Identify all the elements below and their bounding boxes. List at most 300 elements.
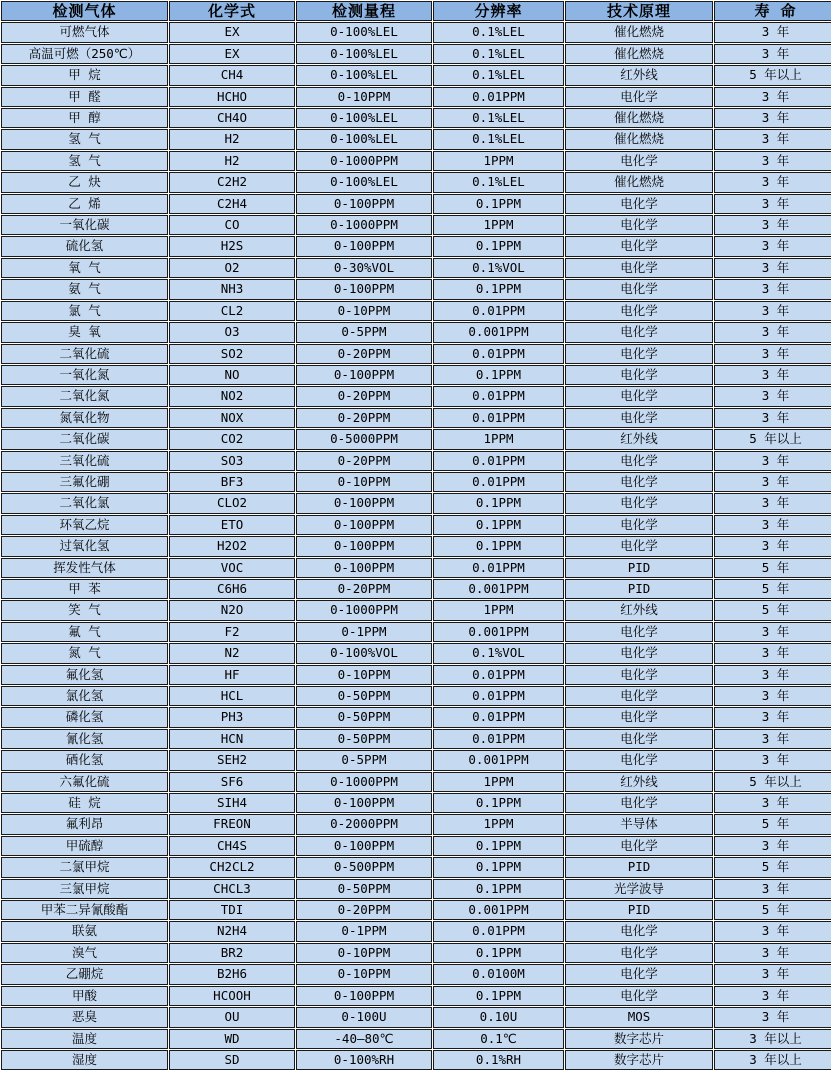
resolution-cell: 0.1PPM (433, 279, 564, 299)
principle-cell: 电化学 (565, 707, 713, 727)
formula-cell: EX (169, 22, 295, 42)
formula-cell: H2S (169, 236, 295, 256)
table-row (1, 365, 831, 385)
gas-name-cell: 氯 气 (1, 301, 168, 321)
lifespan-cell: 3 年 (714, 707, 831, 727)
gas-name-cell: 一氧化氮 (1, 365, 168, 385)
formula-cell: HCN (169, 729, 295, 749)
principle-cell: 电化学 (565, 322, 713, 342)
resolution-cell: 0.01PPM (433, 686, 564, 706)
gas-name-cell: 溴气 (1, 943, 168, 963)
table-row (1, 879, 831, 899)
principle-cell: PID (565, 558, 713, 578)
formula-cell: H2 (169, 129, 295, 149)
range-cell: 0-100PPM (296, 236, 432, 256)
gas-name-cell: 氢 气 (1, 151, 168, 171)
lifespan-cell: 3 年 (714, 386, 831, 406)
lifespan-cell: 3 年 (714, 129, 831, 149)
resolution-cell: 0.1PPM (433, 194, 564, 214)
table-row (1, 279, 831, 299)
resolution-cell: 0.1%LEL (433, 44, 564, 64)
resolution-cell: 0.01PPM (433, 87, 564, 107)
table-row (1, 622, 831, 642)
gas-name-cell: 氯化氢 (1, 686, 168, 706)
principle-cell: 电化学 (565, 964, 713, 984)
gas-name-cell: 二氧化氯 (1, 493, 168, 513)
resolution-cell: 0.001PPM (433, 579, 564, 599)
table-row (1, 129, 831, 149)
gas-name-cell: 湿度 (1, 1050, 168, 1070)
table-row (1, 493, 831, 513)
resolution-cell: 0.1PPM (433, 536, 564, 556)
gas-name-cell: 挥发性气体 (1, 558, 168, 578)
range-cell: 0-1000PPM (296, 151, 432, 171)
formula-cell: B2H6 (169, 964, 295, 984)
formula-cell: SF6 (169, 772, 295, 792)
range-cell: 0-50PPM (296, 729, 432, 749)
table-row (1, 22, 831, 42)
lifespan-cell: 3 年 (714, 536, 831, 556)
resolution-cell: 1PPM (433, 151, 564, 171)
lifespan-cell: 3 年 (714, 194, 831, 214)
gas-name-cell: 硫化氢 (1, 236, 168, 256)
principle-cell: 电化学 (565, 921, 713, 941)
table-row (1, 515, 831, 535)
gas-name-cell: 二氧化硫 (1, 344, 168, 364)
range-cell: 0-1PPM (296, 921, 432, 941)
lifespan-cell: 3 年 (714, 365, 831, 385)
lifespan-cell: 3 年 (714, 108, 831, 128)
gas-name-cell: 氟利昂 (1, 814, 168, 834)
resolution-cell: 0.1%LEL (433, 22, 564, 42)
lifespan-cell: 3 年 (714, 493, 831, 513)
resolution-cell: 0.1%RH (433, 1050, 564, 1070)
lifespan-cell: 3 年 (714, 172, 831, 192)
table-row (1, 451, 831, 471)
principle-cell: 电化学 (565, 686, 713, 706)
table-row (1, 87, 831, 107)
table-row (1, 665, 831, 685)
formula-cell: WD (169, 1029, 295, 1049)
table-row (1, 600, 831, 620)
table-row (1, 836, 831, 856)
resolution-cell: 0.001PPM (433, 750, 564, 770)
principle-cell: PID (565, 857, 713, 877)
range-cell: 0-100U (296, 1007, 432, 1027)
principle-cell: 电化学 (565, 151, 713, 171)
range-cell: 0-10PPM (296, 964, 432, 984)
range-cell: 0-100PPM (296, 986, 432, 1006)
principle-cell: PID (565, 900, 713, 920)
lifespan-cell: 3 年 (714, 322, 831, 342)
lifespan-cell: 3 年以上 (714, 1050, 831, 1070)
resolution-cell: 0.1PPM (433, 857, 564, 877)
lifespan-cell: 3 年 (714, 151, 831, 171)
range-cell: 0-10PPM (296, 665, 432, 685)
formula-cell: HCOOH (169, 986, 295, 1006)
range-cell: 0-50PPM (296, 879, 432, 899)
lifespan-cell: 3 年 (714, 515, 831, 535)
gas-name-cell: 氨 气 (1, 279, 168, 299)
table-row (1, 579, 831, 599)
gas-name-cell: 硒化氢 (1, 750, 168, 770)
resolution-cell: 0.1%LEL (433, 129, 564, 149)
table-row (1, 986, 831, 1006)
table-row (1, 386, 831, 406)
lifespan-cell: 5 年 (714, 814, 831, 834)
lifespan-cell: 3 年 (714, 408, 831, 428)
resolution-cell: 1PPM (433, 814, 564, 834)
range-cell: 0-5PPM (296, 322, 432, 342)
lifespan-cell: 3 年 (714, 750, 831, 770)
formula-cell: CO2 (169, 429, 295, 449)
header-lifespan: 寿 命 (714, 1, 831, 21)
lifespan-cell: 3 年 (714, 665, 831, 685)
principle-cell: 电化学 (565, 729, 713, 749)
resolution-cell: 0.1PPM (433, 493, 564, 513)
formula-cell: BR2 (169, 943, 295, 963)
range-cell: 0-1000PPM (296, 600, 432, 620)
lifespan-cell: 3 年 (714, 943, 831, 963)
formula-cell: F2 (169, 622, 295, 642)
principle-cell: 催化燃烧 (565, 22, 713, 42)
principle-cell: 数字芯片 (565, 1050, 713, 1070)
range-cell: 0-100PPM (296, 558, 432, 578)
table-row (1, 194, 831, 214)
principle-cell: 电化学 (565, 793, 713, 813)
formula-cell: N2H4 (169, 921, 295, 941)
gas-name-cell: 六氟化硫 (1, 772, 168, 792)
formula-cell: CH2CL2 (169, 857, 295, 877)
lifespan-cell: 3 年 (714, 686, 831, 706)
gas-name-cell: 一氧化碳 (1, 215, 168, 235)
table-row (1, 151, 831, 171)
gas-name-cell: 甲 苯 (1, 579, 168, 599)
formula-cell: C2H2 (169, 172, 295, 192)
range-cell: 0-100PPM (296, 515, 432, 535)
lifespan-cell: 3 年 (714, 964, 831, 984)
lifespan-cell: 5 年 (714, 900, 831, 920)
principle-cell: 电化学 (565, 87, 713, 107)
resolution-cell: 0.01PPM (433, 386, 564, 406)
resolution-cell: 1PPM (433, 772, 564, 792)
lifespan-cell: 3 年 (714, 22, 831, 42)
principle-cell: 电化学 (565, 408, 713, 428)
formula-cell: OU (169, 1007, 295, 1027)
resolution-cell: 0.01PPM (433, 408, 564, 428)
gas-name-cell: 可燃气体 (1, 22, 168, 42)
range-cell: 0-20PPM (296, 579, 432, 599)
principle-cell: 催化燃烧 (565, 44, 713, 64)
resolution-cell: 0.1℃ (433, 1029, 564, 1049)
resolution-cell: 0.1%LEL (433, 65, 564, 85)
gas-name-cell: 臭 氧 (1, 322, 168, 342)
formula-cell: SO2 (169, 344, 295, 364)
range-cell: 0-100PPM (296, 536, 432, 556)
lifespan-cell: 3 年 (714, 87, 831, 107)
resolution-cell: 0.1%VOL (433, 643, 564, 663)
resolution-cell: 0.01PPM (433, 921, 564, 941)
principle-cell: 催化燃烧 (565, 129, 713, 149)
table-row (1, 964, 831, 984)
range-cell: 0-100%LEL (296, 65, 432, 85)
gas-name-cell: 氮氧化物 (1, 408, 168, 428)
table-row (1, 921, 831, 941)
formula-cell: CLO2 (169, 493, 295, 513)
lifespan-cell: 3 年 (714, 921, 831, 941)
gas-name-cell: 乙 烯 (1, 194, 168, 214)
lifespan-cell: 3 年 (714, 1007, 831, 1027)
resolution-cell: 0.1PPM (433, 365, 564, 385)
principle-cell: 电化学 (565, 258, 713, 278)
gas-name-cell: 环氧乙烷 (1, 515, 168, 535)
resolution-cell: 1PPM (433, 600, 564, 620)
resolution-cell: 0.001PPM (433, 322, 564, 342)
range-cell: 0-10PPM (296, 87, 432, 107)
principle-cell: 电化学 (565, 622, 713, 642)
header-gas-name: 检测气体 (1, 1, 168, 21)
formula-cell: SEH2 (169, 750, 295, 770)
resolution-cell: 0.1PPM (433, 836, 564, 856)
range-cell: 0-100%VOL (296, 643, 432, 663)
principle-cell: 电化学 (565, 236, 713, 256)
header-detection-range: 检测量程 (296, 1, 432, 21)
resolution-cell: 0.1PPM (433, 943, 564, 963)
lifespan-cell: 3 年 (714, 258, 831, 278)
principle-cell: MOS (565, 1007, 713, 1027)
gas-name-cell: 氰化氢 (1, 729, 168, 749)
formula-cell: HCHO (169, 87, 295, 107)
table-row (1, 44, 831, 64)
lifespan-cell: 3 年 (714, 472, 831, 492)
range-cell: 0-20PPM (296, 451, 432, 471)
formula-cell: HCL (169, 686, 295, 706)
table-row (1, 236, 831, 256)
lifespan-cell: 5 年 (714, 579, 831, 599)
formula-cell: O2 (169, 258, 295, 278)
lifespan-cell: 3 年 (714, 215, 831, 235)
principle-cell: 电化学 (565, 301, 713, 321)
range-cell: 0-100PPM (296, 493, 432, 513)
range-cell: 0-10PPM (296, 472, 432, 492)
principle-cell: 数字芯片 (565, 1029, 713, 1049)
table-row (1, 65, 831, 85)
range-cell: 0-5PPM (296, 750, 432, 770)
lifespan-cell: 3 年 (714, 879, 831, 899)
formula-cell: NOX (169, 408, 295, 428)
table-row (1, 793, 831, 813)
principle-cell: 电化学 (565, 515, 713, 535)
lifespan-cell: 5 年 (714, 558, 831, 578)
resolution-cell: 0.001PPM (433, 622, 564, 642)
range-cell: -40—80℃ (296, 1029, 432, 1049)
lifespan-cell: 3 年 (714, 986, 831, 1006)
range-cell: 0-10PPM (296, 301, 432, 321)
principle-cell: 红外线 (565, 600, 713, 620)
principle-cell: 电化学 (565, 386, 713, 406)
formula-cell: CH4S (169, 836, 295, 856)
gas-name-cell: 过氧化氢 (1, 536, 168, 556)
resolution-cell: 0.1PPM (433, 986, 564, 1006)
range-cell: 0-100%LEL (296, 44, 432, 64)
table-row (1, 472, 831, 492)
formula-cell: N2O (169, 600, 295, 620)
table-row (1, 772, 831, 792)
resolution-cell: 1PPM (433, 429, 564, 449)
gas-name-cell: 甲 醛 (1, 87, 168, 107)
lifespan-cell: 5 年 (714, 600, 831, 620)
lifespan-cell: 5 年以上 (714, 65, 831, 85)
range-cell: 0-20PPM (296, 900, 432, 920)
header-resolution: 分辨率 (433, 1, 564, 21)
formula-cell: FREON (169, 814, 295, 834)
range-cell: 0-50PPM (296, 707, 432, 727)
gas-name-cell: 联氨 (1, 921, 168, 941)
formula-cell: C6H6 (169, 579, 295, 599)
lifespan-cell: 3 年以上 (714, 1029, 831, 1049)
table-row (1, 943, 831, 963)
formula-cell: C2H4 (169, 194, 295, 214)
formula-cell: H2 (169, 151, 295, 171)
formula-cell: ETO (169, 515, 295, 535)
range-cell: 0-20PPM (296, 386, 432, 406)
table-row (1, 814, 831, 834)
table-row (1, 707, 831, 727)
formula-cell: SD (169, 1050, 295, 1070)
range-cell: 0-50PPM (296, 686, 432, 706)
resolution-cell: 0.10U (433, 1007, 564, 1027)
gas-name-cell: 二氧化氮 (1, 386, 168, 406)
gas-name-cell: 氧 气 (1, 258, 168, 278)
range-cell: 0-100%RH (296, 1050, 432, 1070)
header-technology: 技术原理 (565, 1, 713, 21)
resolution-cell: 0.1%LEL (433, 172, 564, 192)
table-row (1, 729, 831, 749)
table-row (1, 172, 831, 192)
gas-name-cell: 恶臭 (1, 1007, 168, 1027)
range-cell: 0-100%LEL (296, 172, 432, 192)
resolution-cell: 0.1PPM (433, 793, 564, 813)
formula-cell: CO (169, 215, 295, 235)
range-cell: 0-20PPM (296, 344, 432, 364)
resolution-cell: 0.1PPM (433, 515, 564, 535)
table-row (1, 1029, 831, 1049)
principle-cell: 催化燃烧 (565, 172, 713, 192)
resolution-cell: 0.01PPM (433, 558, 564, 578)
principle-cell: 电化学 (565, 986, 713, 1006)
principle-cell: 电化学 (565, 279, 713, 299)
gas-name-cell: 三氯甲烷 (1, 879, 168, 899)
table-row (1, 215, 831, 235)
gas-name-cell: 二氧化碳 (1, 429, 168, 449)
gas-name-cell: 温度 (1, 1029, 168, 1049)
lifespan-cell: 3 年 (714, 344, 831, 364)
range-cell: 0-100PPM (296, 365, 432, 385)
range-cell: 0-100PPM (296, 279, 432, 299)
principle-cell: PID (565, 579, 713, 599)
lifespan-cell: 3 年 (714, 301, 831, 321)
range-cell: 0-100PPM (296, 793, 432, 813)
principle-cell: 电化学 (565, 344, 713, 364)
formula-cell: CL2 (169, 301, 295, 321)
formula-cell: VOC (169, 558, 295, 578)
table-row (1, 1007, 831, 1027)
table-row (1, 344, 831, 364)
lifespan-cell: 3 年 (714, 451, 831, 471)
principle-cell: 红外线 (565, 429, 713, 449)
formula-cell: NO2 (169, 386, 295, 406)
formula-cell: CH4O (169, 108, 295, 128)
lifespan-cell: 3 年 (714, 643, 831, 663)
range-cell: 0-100%LEL (296, 129, 432, 149)
principle-cell: 红外线 (565, 772, 713, 792)
table-row (1, 429, 831, 449)
table-row (1, 750, 831, 770)
range-cell: 0-100PPM (296, 836, 432, 856)
resolution-cell: 0.01PPM (433, 707, 564, 727)
resolution-cell: 0.1%VOL (433, 258, 564, 278)
principle-cell: 电化学 (565, 536, 713, 556)
range-cell: 0-500PPM (296, 857, 432, 877)
principle-cell: 电化学 (565, 451, 713, 471)
gas-name-cell: 笑 气 (1, 600, 168, 620)
table-row (1, 408, 831, 428)
resolution-cell: 0.01PPM (433, 301, 564, 321)
principle-cell: 光学波导 (565, 879, 713, 899)
gas-name-cell: 乙硼烷 (1, 964, 168, 984)
gas-name-cell: 氮 气 (1, 643, 168, 663)
range-cell: 0-20PPM (296, 408, 432, 428)
formula-cell: SIH4 (169, 793, 295, 813)
gas-name-cell: 氟化氢 (1, 665, 168, 685)
principle-cell: 电化学 (565, 943, 713, 963)
lifespan-cell: 5 年以上 (714, 429, 831, 449)
gas-name-cell: 硅 烷 (1, 793, 168, 813)
formula-cell: EX (169, 44, 295, 64)
lifespan-cell: 3 年 (714, 793, 831, 813)
resolution-cell: 0.001PPM (433, 900, 564, 920)
principle-cell: 电化学 (565, 365, 713, 385)
range-cell: 0-100%LEL (296, 22, 432, 42)
table-row (1, 536, 831, 556)
range-cell: 0-1000PPM (296, 772, 432, 792)
formula-cell: O3 (169, 322, 295, 342)
lifespan-cell: 3 年 (714, 729, 831, 749)
gas-name-cell: 甲 烷 (1, 65, 168, 85)
table-row (1, 301, 831, 321)
table-body (1, 22, 831, 1070)
resolution-cell: 0.1%LEL (433, 108, 564, 128)
gas-name-cell: 三氟化硼 (1, 472, 168, 492)
resolution-cell: 0.01PPM (433, 344, 564, 364)
resolution-cell: 0.01PPM (433, 729, 564, 749)
gas-name-cell: 甲苯二异氰酸酯 (1, 900, 168, 920)
table-row (1, 857, 831, 877)
principle-cell: 电化学 (565, 750, 713, 770)
table-row (1, 108, 831, 128)
table-row (1, 1050, 831, 1070)
lifespan-cell: 5 年以上 (714, 772, 831, 792)
formula-cell: N2 (169, 643, 295, 663)
formula-cell: NO (169, 365, 295, 385)
table-row (1, 900, 831, 920)
principle-cell: 电化学 (565, 836, 713, 856)
principle-cell: 半导体 (565, 814, 713, 834)
principle-cell: 电化学 (565, 472, 713, 492)
header-row (1, 1, 831, 21)
table-row (1, 686, 831, 706)
principle-cell: 电化学 (565, 215, 713, 235)
